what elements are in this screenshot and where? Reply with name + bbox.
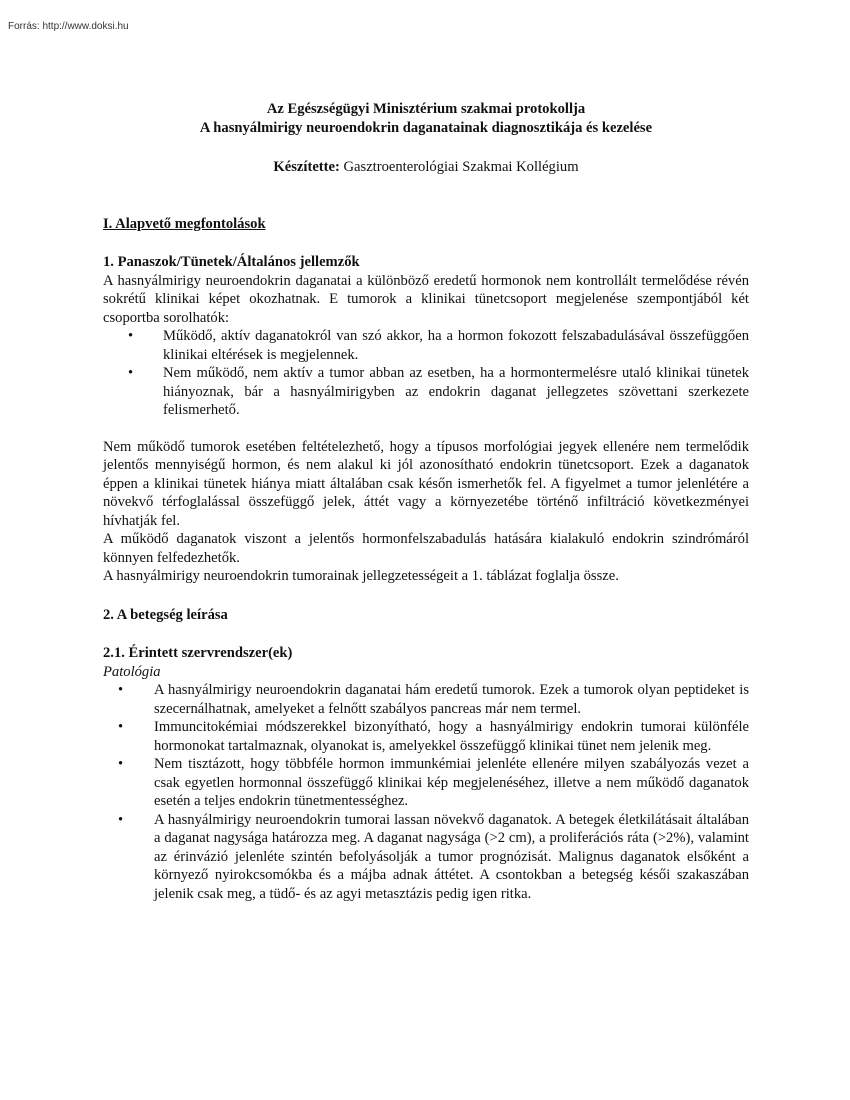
title-line-1: Az Egészségügyi Minisztérium szakmai protokollja (266, 101, 586, 117)
subsection-heading-organs: 2.1. Érintett szervrendszer(ek) (103, 645, 293, 661)
paragraph-table-reference: A hasnyálmirigy neuroendokrin tumorainak jellegzetességeit a 1. táblázat foglalja össze. (103, 568, 619, 584)
subsection-heading-complaints: 1. Panaszok/Tünetek/Általános jellemzők (103, 254, 360, 270)
document-title (103, 100, 749, 137)
title-line-2: A hasnyálmirigy neuroendokrin daganatainak diagnosztikája és kezelése (199, 119, 653, 136)
paragraph-nonfunctioning: Nem működő tumorok esetében feltételezhető, hogy a típusos morfológiai jegyek ellenére nem termelődik jelentős mennyiségű hormon, és nem alakul ki jól azonosítható endokrin tünetcsoport. Ezek a daganatok éppen a klinikai tünetek hiánya miatt általában csak későn ismerhetők fel. A figyelmet a tumor jelenlétére a növekvő térfoglalással összefüggő jelek, áttét vagy a környezetébe történő infiltráció következményei hívhatják fel. (103, 438, 749, 529)
source-url: Forrás: http://www.doksi.hu (8, 21, 129, 32)
list-item (103, 364, 749, 420)
bullet-icon: • (128, 365, 134, 381)
document-page (103, 100, 749, 903)
bullet-icon: • (118, 756, 124, 772)
list-item-text: Nem tisztázott, hogy többféle hormon immunkémiai jelenléte ellenére milyen szabályozás vezet a csak egyetlen hormonnal összefüggő klinikai kép megjelenéséhez, illetve a nem működő daganatok esetén a teljes endokrin tünetmentességhez. (154, 756, 749, 809)
list-item (103, 755, 749, 811)
list-item-text: A hasnyálmirigy neuroendokrin tumorai lassan növekvő daganatok. A betegek életkilátásait általában a daganat nagysága határozza meg. A daganat nagysága (>2 cm), a proliferációs ráta (>2%), valamint az érinvázió jelenléte szintén befolyásolják a tumor prognózisát. Malignus daganatok elsőként a környező nyirokcsomókba és a májba adnak áttétet. A csontokban a betegség késői szakaszában jelenik csak meg, a tüdő- és az agyi metasztázis pedig igen ritka. (154, 811, 749, 902)
list-item (103, 811, 749, 904)
pathology-label: Patológia (103, 663, 161, 680)
author-value: Gasztroenterológiai Szakmai Kollégium (339, 159, 579, 175)
subsection-heading-disease: 2. A betegség leírása (103, 606, 228, 623)
list-item-text: Nem működő, nem aktív a tumor abban az esetben, ha a hormontermelésre utaló klinikai tünetek hiányoznak, bár a hasnyálmirigyben az endokrin daganat jellegzetes szövettani szerkezete felismerhető. (163, 365, 749, 418)
pathology-list (103, 681, 749, 903)
list-item-text: A hasnyálmirigy neuroendokrin daganatai hám eredetű tumorok. Ezek a tumorok olyan peptideket is szecernálhatnak, amelyeket a felnőtt szabályos pancreas már nem termel. (154, 682, 749, 717)
section-heading-1: I. Alapvető megfontolások (103, 215, 266, 232)
tumor-groups-list (103, 327, 749, 420)
list-item (103, 327, 749, 364)
list-item (103, 718, 749, 755)
bullet-icon: • (118, 811, 124, 828)
intro-paragraph: A hasnyálmirigy neuroendokrin daganatai a különböző eredetű hormonok nem kontrollált termelődése révén sokrétű klinikai képet okozhatnak. E tumorok a klinikai tünetcsoport megjelenése szempontjából két csoportba sorolhatók: (103, 272, 749, 326)
list-item-text: Immuncitokémiai módszerekkel bizonyítható, hogy a hasnyálmirigy endokrin tumorai különféle hormonokat tartalmaznak, olyanokat is, amelyekkel összefüggő klinikai tünet nem jelenik meg. (154, 719, 749, 754)
paragraph-functioning: A működő daganatok viszont a jelentős hormonfelszabadulás hatására kialakuló endokrin szindrómáról könnyen felfedezhetők. (103, 531, 749, 566)
bullet-icon: • (118, 719, 124, 735)
list-item-text: Működő, aktív daganatokról van szó akkor, ha a hormon fokozott felszabadulásával összefüggően klinikai eltérések is megjelennek. (163, 328, 749, 363)
author-line (103, 158, 749, 177)
author-label: Készítette: (273, 159, 340, 175)
bullet-icon: • (128, 328, 134, 344)
bullet-icon: • (118, 682, 124, 698)
list-item (103, 681, 749, 718)
